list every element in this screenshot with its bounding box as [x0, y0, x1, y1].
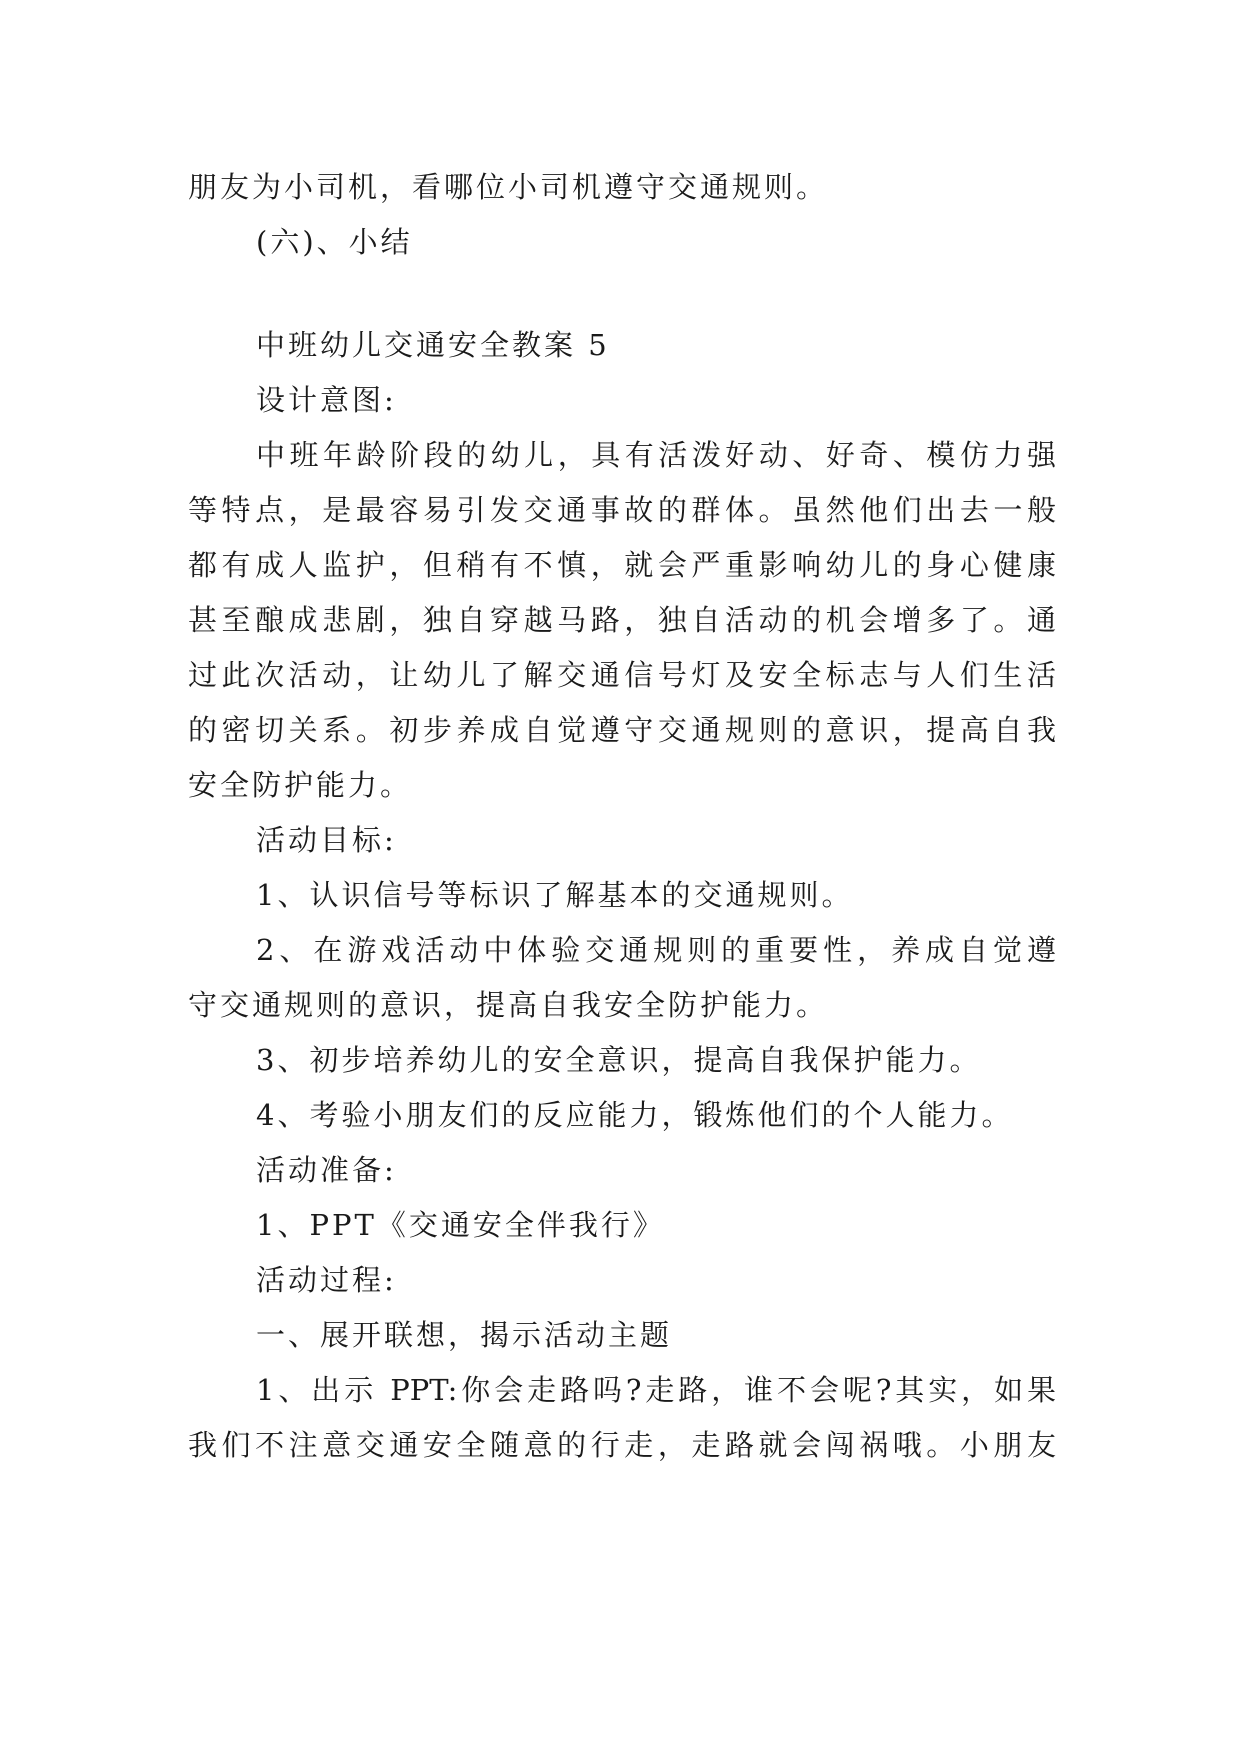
text-line: 一、展开联想，揭示活动主题	[256, 1318, 673, 1352]
text-line: (六)、小结	[256, 225, 413, 259]
text-line: 1、认识信号等标识了解基本的交通规则。	[256, 878, 854, 912]
text-line: 设计意图:	[256, 383, 397, 417]
document-body	[188, 160, 1056, 1473]
text-line: 中班年龄阶段的幼儿，具有活泼好动、好奇、模仿力强	[256, 438, 1056, 472]
text-line: 守交通规则的意识，提高自我安全防护能力。	[188, 988, 829, 1022]
text-line: 都有成人监护，但稍有不慎，就会严重影响幼儿的身心健康	[188, 548, 1056, 582]
text-line: 4、考验小朋友们的反应能力，锻炼他们的个人能力。	[256, 1098, 1014, 1132]
text-line: 1、出示 PPT:你会走路吗?走路，谁不会呢?其实，如果	[256, 1373, 1056, 1407]
text-line: 我们不注意交通安全随意的行走，走路就会闯祸哦。小朋友	[188, 1428, 1056, 1462]
text-line: 安全防护能力。	[188, 768, 413, 802]
text-line: 活动准备:	[256, 1153, 397, 1187]
text-line: 活动过程:	[256, 1263, 397, 1297]
text-line: 1、PPT《交通安全伴我行》	[256, 1208, 665, 1242]
text-line: 等特点，是最容易引发交通事故的群体。虽然他们出去一般	[188, 493, 1056, 527]
text-line: 3、初步培养幼儿的安全意识，提高自我保护能力。	[256, 1043, 982, 1077]
text-line: 中班幼儿交通安全教案 5	[256, 328, 610, 362]
paragraph-spacer	[188, 270, 1056, 318]
text-line: 活动目标:	[256, 823, 397, 857]
text-line: 甚至酿成悲剧，独自穿越马路，独自活动的机会增多了。通	[188, 603, 1056, 637]
text-line: 2、在游戏活动中体验交通规则的重要性，养成自觉遵	[256, 933, 1056, 967]
text-line: 过此次活动，让幼儿了解交通信号灯及安全标志与人们生活	[188, 658, 1056, 692]
text-line: 的密切关系。初步养成自觉遵守交通规则的意识，提高自我	[188, 713, 1056, 747]
text-line: 朋友为小司机，看哪位小司机遵守交通规则。	[188, 170, 829, 204]
